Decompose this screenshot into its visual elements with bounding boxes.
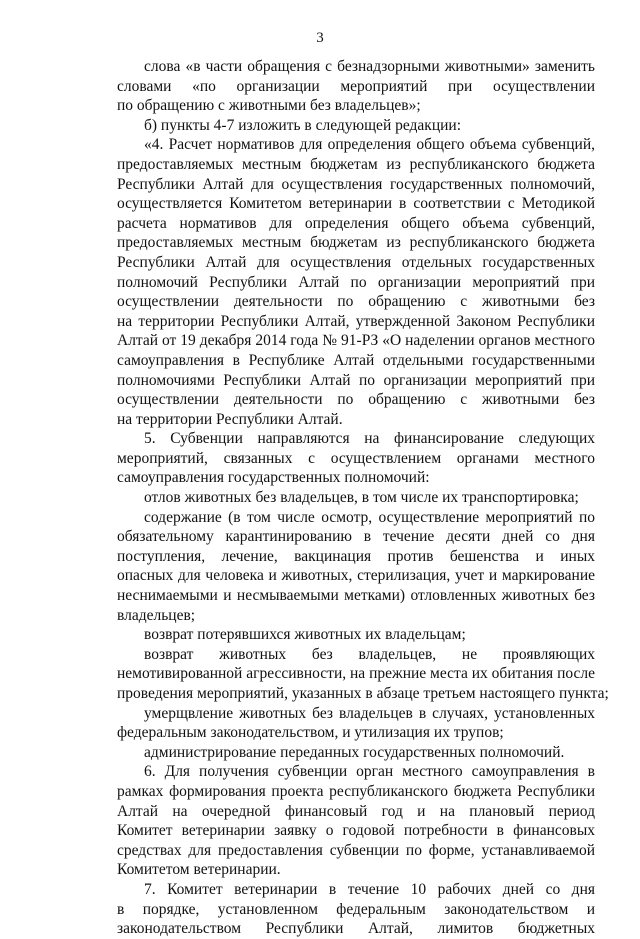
- text-line: словами «по организации мероприятий при осуществлении: [117, 77, 595, 95]
- text-line: немотивированной агрессивности, на прежние места их обитания после: [117, 665, 595, 683]
- text-line: на территории Республики Алтай, утвержденной Законом Республики: [117, 312, 595, 330]
- text-line: Республики Алтай для осуществления отдельных государственных: [117, 253, 595, 271]
- text-line: неснимаемыми и несмываемыми метками) отловленных животных без: [117, 587, 595, 605]
- text-line: опасных для человека и животных, стерилизация, учет и маркирование: [117, 567, 595, 585]
- text-line: полномочиями Республики Алтай по организации мероприятий при: [117, 371, 595, 389]
- text-line: 7. Комитет ветеринарии в течение 10 рабочих дней со дня: [144, 880, 595, 898]
- text-line: администрирование переданных государственных полномочий.: [144, 743, 565, 761]
- text-line: полномочий Республики Алтай по организации мероприятий при: [117, 273, 595, 291]
- text-line: возврат потерявшихся животных их владельцам;: [144, 626, 466, 644]
- text-line: Комитетом ветеринарии.: [117, 861, 281, 879]
- text-line: 5. Субвенции направляются на финансирование следующих: [144, 430, 595, 448]
- text-line: Алтай от 19 декабря 2014 года № 91-РЗ «О наделении органов местного: [117, 332, 595, 350]
- text-line: расчета нормативов для определения общего объема субвенций,: [117, 214, 595, 232]
- text-line: Республики Алтай для осуществления государственных полномочий,: [117, 175, 595, 193]
- document-body: [117, 57, 609, 939]
- text-line: на территории Республики Алтай.: [117, 410, 343, 428]
- text-line: самоуправления в Республике Алтай отдельными государственными: [117, 351, 595, 369]
- text-line: осуществлении деятельности по обращению с животными без: [117, 391, 595, 409]
- text-line: средствах для предоставления субвенции по форме, устанавливаемой: [117, 841, 595, 859]
- text-line: в порядке, установленном федеральным законодательством и: [117, 900, 595, 918]
- text-line: по обращению с животными без владельцев»;: [117, 97, 421, 115]
- text-line: слова «в части обращения с безнадзорными животными» заменить: [144, 58, 595, 75]
- text-line: «4. Расчет нормативов для определения общего объема субвенций,: [144, 136, 595, 154]
- text-line: б) пункты 4-7 изложить в следующей редакции:: [144, 116, 462, 134]
- text-line: осуществляется Комитетом ветеринарии в соответствии с Методикой: [117, 195, 595, 213]
- text-line: поступления, лечение, вакцинация против бешенства и иных: [117, 547, 595, 565]
- text-line: умерщвление животных без владельцев в случаях, установленных: [144, 704, 595, 722]
- text-line: 6. Для получения субвенции орган местного самоуправления в: [144, 763, 595, 781]
- text-line: предоставляемых местным бюджетам из республиканского бюджета: [117, 234, 595, 252]
- text-line: владельцев;: [117, 606, 196, 624]
- text-line: законодательством Республики Алтай, лимитов бюджетных: [117, 920, 595, 938]
- text-line: отлов животных без владельцев, в том числе их транспортировка;: [144, 489, 579, 507]
- text-line: Алтай на очередной финансовый год и на плановый период: [117, 802, 595, 820]
- text-line: федеральным законодательством, и утилизация их трупов;: [117, 724, 504, 742]
- text-line: осуществлении деятельности по обращению с животными без: [117, 293, 595, 311]
- text-line: возврат животных без владельцев, не проявляющих: [144, 645, 595, 663]
- page-number: 3: [316, 30, 324, 46]
- text-line: содержание (в том числе осмотр, осуществление мероприятий по: [144, 508, 595, 526]
- text-line: самоуправления государственных полномочий:: [117, 469, 430, 487]
- text-line: рамках формирования проекта республиканского бюджета Республики: [117, 782, 595, 800]
- text-line: Комитет ветеринарии заявку о годовой потребности в финансовых: [117, 822, 595, 840]
- text-line: проведения мероприятий, указанных в абзаце третьем настоящего пункта;: [117, 685, 609, 702]
- text-line: предоставляемых местным бюджетам из республиканского бюджета: [117, 155, 595, 173]
- text-line: обязательному карантинированию в течение десяти дней со дня: [117, 528, 595, 546]
- text-line: мероприятий, связанных с осуществлением органами местного: [117, 449, 595, 467]
